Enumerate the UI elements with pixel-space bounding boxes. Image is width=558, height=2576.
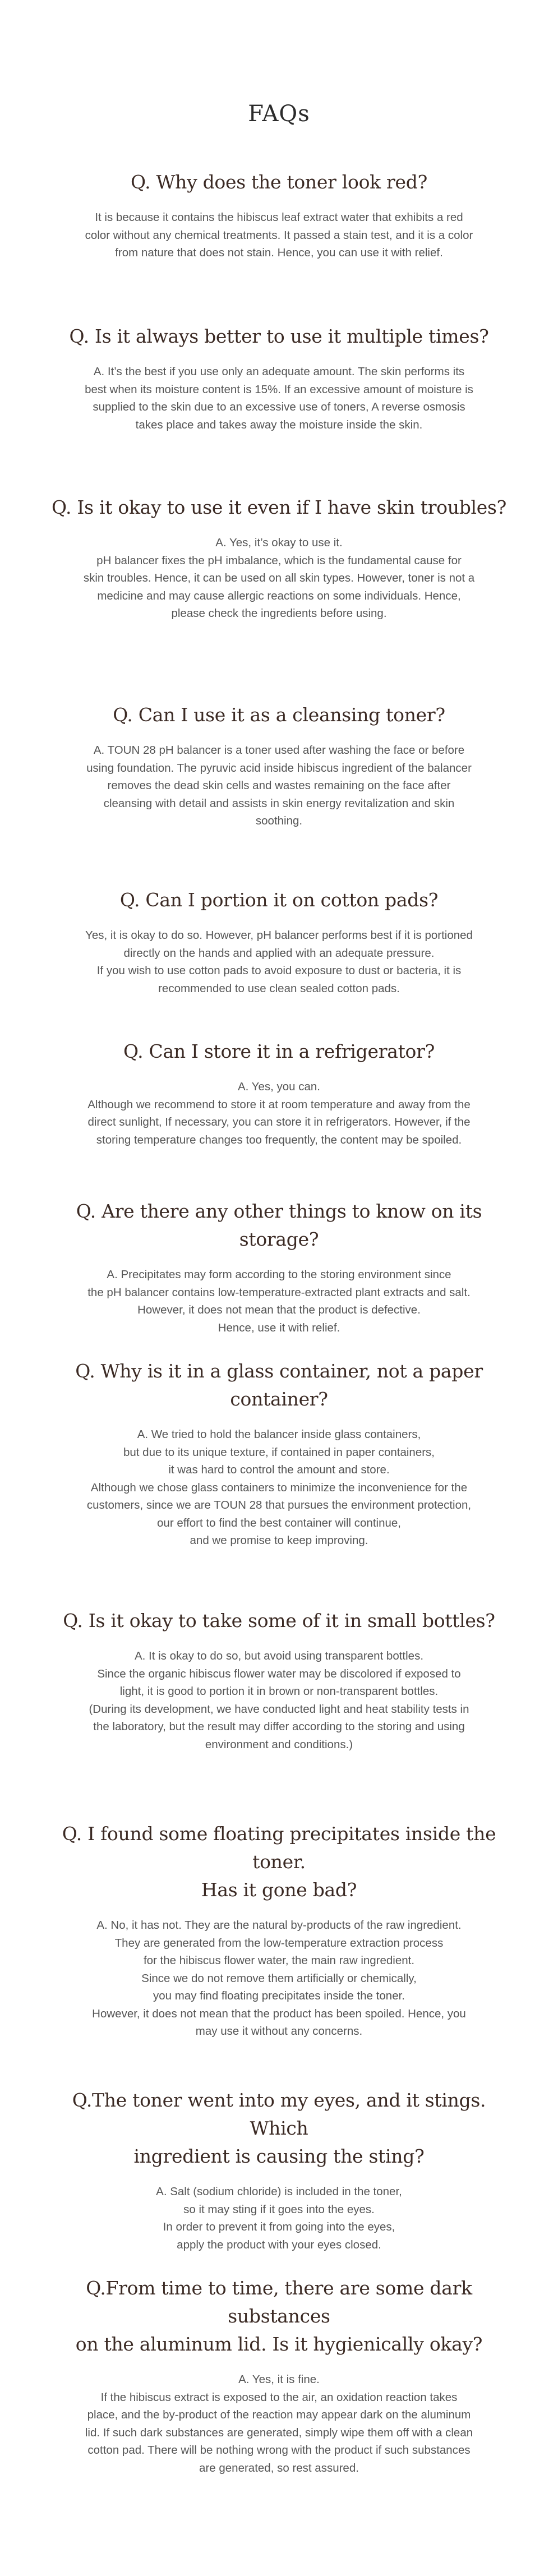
- faq-answer-line: light, it is good to portion it in brown or non-transparent bottles.: [119, 1685, 439, 1698]
- faq-answer: [45, 1266, 513, 1337]
- faq-answer-line: (During its development, we have conducted light and heat stability tests in: [89, 1702, 469, 1716]
- faq-answer-line: A. We tried to hold the balancer inside glass containers,: [137, 1428, 421, 1441]
- faq-question: [45, 168, 513, 196]
- faq-answer-line: If the hibiscus extract is exposed to the air, an oxidation reaction takes: [100, 2390, 458, 2404]
- faq-item-eye-sting: [45, 2086, 513, 2254]
- faq-answer-line: Although we recommend to store it at room temperature and away from the: [87, 1098, 471, 1111]
- faq-answer-line: However, it does not mean that the product has been spoiled. Hence, you: [92, 2007, 466, 2020]
- faq-question-line: Q. Is it always better to use it multiple times?: [69, 325, 489, 347]
- faq-answer-line: are generated, so rest assured.: [199, 2461, 359, 2474]
- faq-answer-line: so it may sting if it goes into the eyes.: [183, 2202, 375, 2216]
- faq-question: [45, 1038, 513, 1066]
- faq-question-line: Q. Why is it in a glass container, not a paper container?: [75, 1360, 483, 1410]
- faq-answer-line: customers, since we are TOUN 28 that pursues the environment protection,: [86, 1499, 472, 1512]
- faq-question: [45, 2086, 513, 2171]
- faq-question-line: Q.The toner went into my eyes, and it stings. Which: [72, 2089, 486, 2139]
- faq-question-line: Q. Why does the toner look red?: [131, 171, 427, 193]
- faq-question-line: ingredient is causing the sting?: [133, 2145, 425, 2167]
- faq-question: [45, 1357, 513, 1413]
- faq-answer-line: However, it does not mean that the product is defective.: [137, 1303, 421, 1316]
- faq-question-line: on the aluminum lid. Is it hygienically okay?: [75, 2333, 483, 2355]
- faq-item-cotton-pads: [45, 886, 513, 997]
- faq-question-line: Q.From time to time, there are some dark substances: [86, 2277, 472, 2327]
- faq-item-floating-precipitates: [45, 1820, 513, 2040]
- faq-answer-line: cotton pad. There will be nothing wrong with the product if such substances: [87, 2444, 471, 2457]
- faq-answer-line: place, and the by-product of the reaction may appear dark on the aluminum: [87, 2408, 471, 2421]
- faq-answer-line: They are generated from the low-temperature extraction process: [114, 1936, 444, 1950]
- faq-answer-line: medicine and may cause allergic reactions on some individuals. Hence,: [97, 589, 461, 602]
- faq-answer-line: best when its moisture content is 15%. If an excessive amount of moisture is: [85, 383, 473, 396]
- faq-question-line: Q. Is it okay to use it even if I have skin troubles?: [51, 496, 507, 518]
- faq-question: [45, 1820, 513, 1904]
- faq-item-toner-red: [45, 168, 513, 262]
- faq-answer: [45, 363, 513, 434]
- faq-answer: [45, 741, 513, 830]
- faq-answer-line: using foundation. The pyruvic acid inside hibiscus ingredient of the balancer: [86, 761, 472, 775]
- faq-answer: [45, 927, 513, 997]
- faq-question: [45, 494, 513, 522]
- page-title: FAQs: [248, 101, 310, 127]
- faq-answer-line: may use it without any concerns.: [195, 2025, 363, 2038]
- faq-answer-line: it was hard to control the amount and store.: [168, 1463, 390, 1476]
- faq-answer-line: and we promise to keep improving.: [190, 1534, 368, 1547]
- faq-answer-line: but due to its unique texture, if contained in paper containers,: [123, 1445, 435, 1459]
- faq-answer-line: please check the ingredients before using.: [171, 607, 387, 620]
- faq-question: [45, 886, 513, 914]
- faq-answer: [45, 2183, 513, 2254]
- faq-answer-line: directly on the hands and applied with an adequate pressure.: [123, 946, 435, 960]
- faq-answer-line: Yes, it is okay to do so. However, pH balancer performs best if it is portioned: [85, 929, 473, 942]
- faq-answer-line: supplied to the skin due to an excessive use of toners, A reverse osmosis: [93, 400, 465, 413]
- faq-answer-line: cleansing with detail and assists in skin energy revitalization and skin: [103, 796, 455, 810]
- faq-answer-line: the pH balancer contains low-temperature-extracted plant extracts and salt.: [87, 1285, 471, 1299]
- faq-answer-line: A. TOUN 28 pH balancer is a toner used after washing the face or before: [93, 744, 465, 757]
- faq-answer-line: A. No, it has not. They are the natural by-products of the raw ingredient.: [96, 1919, 462, 1932]
- faq-answer-line: soothing.: [255, 814, 303, 827]
- faq-answer-line: from nature that does not stain. Hence, you can use it with relief.: [115, 246, 443, 259]
- faq-answer-line: skin troubles. Hence, it can be used on all skin types. However, toner is not a: [83, 572, 475, 584]
- faq-answer-line: color without any chemical treatments. It passed a stain test, and it is a color: [85, 228, 473, 242]
- faq-answer: [45, 1916, 513, 2040]
- faq-answer-line: A. It’s the best if you use only an adequate amount. The skin performs its: [93, 365, 465, 378]
- faq-answer-line: A. Yes, it is fine.: [238, 2373, 320, 2386]
- faq-answer-line: Hence, use it with relief.: [218, 1321, 340, 1334]
- faq-answer-line: environment and conditions.): [205, 1738, 353, 1751]
- faq-item-multiple-use: [45, 322, 513, 434]
- faq-item-skin-troubles: [45, 494, 513, 623]
- faq-answer-line: recommended to use clean sealed cotton pads.: [158, 981, 400, 995]
- faq-answer-line: lid. If such dark substances are generated, simply wipe them off with a clean: [85, 2426, 473, 2439]
- faq-answer-line: It is because it contains the hibiscus leaf extract water that exhibits a red: [95, 211, 463, 224]
- faq-question-line: Q. Can I portion it on cotton pads?: [119, 889, 439, 911]
- faq-item-dark-substances: [45, 2274, 513, 2477]
- faq-question-line: Q. I found some floating precipitates inside the toner.: [62, 1823, 496, 1873]
- faq-answer: [45, 1647, 513, 1753]
- faq-answer: [45, 1078, 513, 1149]
- faq-answer-line: A. Salt (sodium chloride) is included in the toner,: [156, 2185, 402, 2198]
- faq-answer-line: Since the organic hibiscus flower water may be discolored if exposed to: [97, 1667, 461, 1680]
- faq-item-small-bottles: [45, 1607, 513, 1753]
- faq-answer-line: direct sunlight, If necessary, you can store it in refrigerators. However, if the: [87, 1116, 471, 1128]
- faq-answer-line: storing temperature changes too frequently, the content may be spoiled.: [96, 1133, 462, 1146]
- faq-answer-line: apply the product with your eyes closed.: [177, 2238, 381, 2251]
- faq-answer: [45, 209, 513, 262]
- faq-question: [45, 701, 513, 729]
- faq-answer-line: If you wish to use cotton pads to avoid exposure to dust or bacteria, it is: [96, 964, 462, 977]
- faq-question-line: Q. Can I use it as a cleansing toner?: [113, 704, 445, 726]
- faq-answer-line: A. It is okay to do so, but avoid using transparent bottles.: [134, 1649, 424, 1662]
- faq-answer: [45, 2371, 513, 2477]
- faq-question-line: Q. Are there any other things to know on its storage?: [76, 1200, 482, 1250]
- faq-item-storage: [45, 1197, 513, 1337]
- faq-question-line: Q. Is it okay to take some of it in small bottles?: [63, 1610, 495, 1632]
- faq-question: [45, 322, 513, 351]
- faq-answer-line: for the hibiscus flower water, the main raw ingredient.: [143, 1954, 415, 1967]
- faq-question-line: Has it gone bad?: [201, 1879, 357, 1901]
- faq-item-glass-container: [45, 1357, 513, 1550]
- faq-answer: [45, 534, 513, 623]
- faq-item-refrigerator: [45, 1038, 513, 1149]
- faq-answer-line: A. Yes, it’s okay to use it.: [215, 536, 343, 549]
- faq-answer-line: you may find floating precipitates inside the toner.: [153, 1989, 405, 2002]
- faq-answer-line: Since we do not remove them artificially or chemically,: [141, 1971, 417, 1985]
- faq-question-line: Q. Can I store it in a refrigerator?: [123, 1040, 435, 1062]
- faq-answer-line: takes place and takes away the moisture inside the skin.: [135, 418, 423, 431]
- faq-answer-line: Although we chose glass containers to minimize the inconvenience for the: [90, 1481, 468, 1494]
- faq-item-cleansing-toner: [45, 701, 513, 830]
- faq-answer: [45, 1426, 513, 1550]
- faq-question: [45, 1197, 513, 1254]
- faq-answer-line: pH balancer fixes the pH imbalance, which is the fundamental cause for: [96, 554, 462, 567]
- faq-answer-line: our effort to find the best container will continue,: [157, 1516, 401, 1529]
- faq-answer-line: A. Precipitates may form according to the storing environment since: [107, 1268, 451, 1281]
- faq-answer-line: In order to prevent it from going into the eyes,: [163, 2220, 395, 2233]
- faq-answer-line: A. Yes, you can.: [237, 1080, 321, 1093]
- faq-question: [45, 2274, 513, 2358]
- faq-answer-line: removes the dead skin cells and wastes remaining on the face after: [107, 779, 451, 792]
- faq-question: [45, 1607, 513, 1635]
- faq-answer-line: the laboratory, but the result may differ according to the storing and using: [93, 1720, 465, 1733]
